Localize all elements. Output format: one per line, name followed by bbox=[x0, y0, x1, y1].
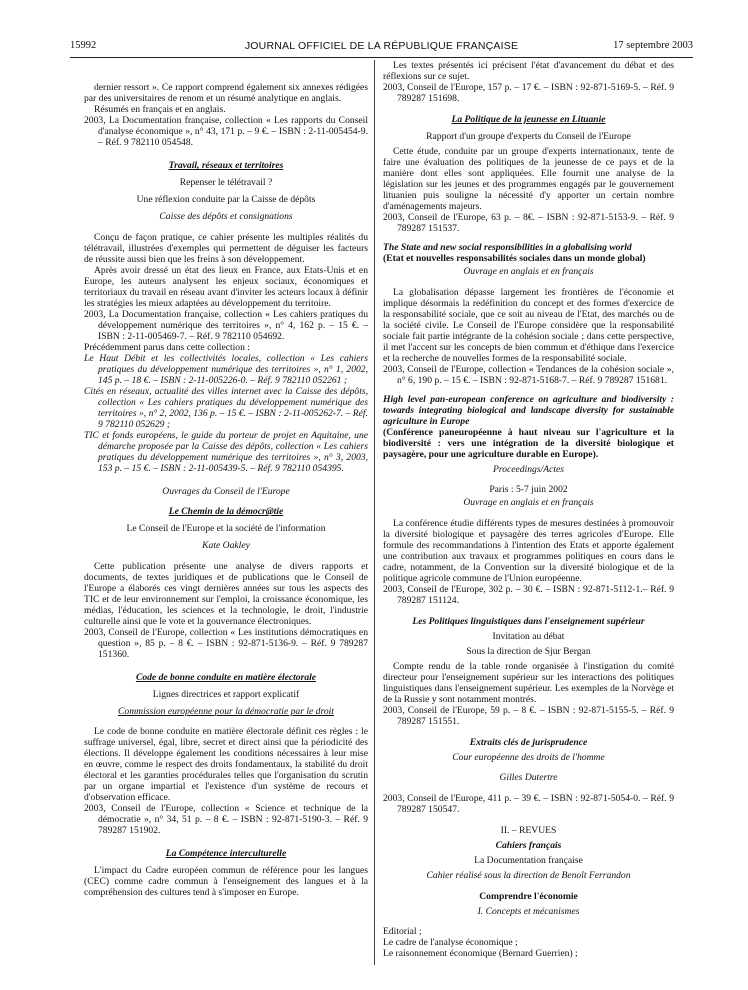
page-header bbox=[70, 38, 693, 56]
book-director: Sous la direction de Sjur Bergan bbox=[466, 645, 591, 657]
previous-publications-label: Précédemment parus dans cette collection : bbox=[84, 341, 250, 353]
book-summary: Le code de bonne conduite en matière électorale définit ces règles : le suffrage universel, égal, libre, secret et direct ainsi que la périodicité des élections. Il développe également les conditions nécessaires à leur mise en œuvre, comme le respect des droits fondamentaux, la stabilité du droit électoral et les garanties procédurales telles que l'organisation du scrutin par un organe impartial et l'existence d'un système de recours et d'observation efficace. bbox=[84, 726, 368, 804]
journal-title: JOURNAL OFFICIEL DE LA RÉPUBLIQUE FRANÇAISE bbox=[244, 40, 519, 52]
issue-part: I. Concepts et mécanismes bbox=[477, 905, 580, 917]
book-author: Caisse des dépôts et consignations bbox=[159, 211, 293, 222]
entry-reference: 2003, La Documentation française, collection « Les rapports du Conseil d'analyse économique », n° 43, 171 p. – 9 €. – ISBN : 2-11-005454-9. – Réf. 9 782110 054548. bbox=[84, 115, 368, 148]
contents-item: Le raisonnement économique (Bernard Guerrien) ; bbox=[383, 948, 578, 960]
column-divider bbox=[374, 60, 375, 965]
entry-continuation: Les textes présentés ici précisent l'état d'avancement du débat et des réflexions sur ce sujet. bbox=[383, 60, 674, 82]
book-title: Code de bonne conduite en matière électorale bbox=[135, 671, 317, 683]
book-title-translation: (Conférence paneuropéenne à haut niveau sur l'agriculture et la biodiversité : vers une intégration de la diversité biologique et paysagère, pour une agriculture durable en Europe). bbox=[383, 426, 674, 460]
book-reference: 2003, Conseil de l'Europe, collection « Les institutions démocratiques en question », 85 p. – 8 €. – ISBN : 92-871-5136-9. – Réf. 9 789287 151360. bbox=[84, 626, 368, 660]
book-summary: La globalisation dépasse largement les frontières de l'économie et implique désormais la redéfinition du concept et des formes d'exercice de la responsabilité sociale, que ce soit au niveau de l'Etat, des marchés ou de la société civile. Le Conseil de l'Europe considère que la responsabilité sociale fait partie intégrante de la cohésion sociale ; dans cette perspective, il met l'accent sur les concepts de bien commun et d'éthique dans l'exercice et la recherche de nouvelles formes de la responsabilité sociale. bbox=[383, 286, 674, 364]
book-summary: Conçu de façon pratique, ce cahier présente les multiples réalités du télétravail, illustrées d'exemples qui permettent de déguiser les facteurs de réussite aussi bien que les freins à son développement. bbox=[84, 231, 368, 265]
book-reference: 2003, La Documentation française, collection « Les cahiers pratiques du développement numérique des territoires », n° 4, 162 p. – 15 €. – ISBN : 2-11-005469-7. – Réf. 9 782110 054692. bbox=[84, 308, 368, 342]
review-publisher: La Documentation française bbox=[474, 854, 583, 866]
book-summary: Cette étude, conduite par un groupe d'experts internationaux, tente de faire une évaluation des politiques de la jeunesse de ce pays et de la manière dont elles sont appliquées. Elle fournit une analyse de la législation sur les jeunes et des programmes engagés par le gouvernement lituanien puis souligne la nécessité d'y apporter un certain nombre d'aménagements majeurs. bbox=[383, 146, 674, 212]
book-summary: La conférence étudie différents types de mesures destinées à promouvoir la diversité biologique et paysagère des terres agricoles d'Europe. Elle formule des recommandations à l'intention des Etats et apporte également une contribution aux travaux et programmes politiques en cours dans le cadre, notamment, de la Convention sur la diversité biologique et de la politique agricole commune de l'Union européenne. bbox=[383, 517, 674, 584]
book-summary: Après avoir dressé un état des lieux en France, aux Etats-Unis et en Europe, les auteurs analysent les enjeux sociaux, économiques et territoriaux du travail en réseau avant d'inviter les acteurs locaux à définir les stratégies les mieux adaptées au développement du territoire. bbox=[84, 264, 368, 309]
book-title: La Compétence interculturelle bbox=[165, 848, 287, 860]
book-reference: 2003, Conseil de l'Europe, 302 p. – 30 €. – ISBN : 92-871-5112-1.– Réf. 9 789287 151124. bbox=[383, 583, 674, 606]
section-heading: Ouvrages du Conseil de l'Europe bbox=[162, 485, 290, 497]
section-heading: II. – REVUES bbox=[500, 824, 557, 836]
book-title-translation: (Etat et nouvelles responsabilités sociales dans un monde global) bbox=[383, 253, 646, 264]
contents-item: Le cadre de l'analyse économique ; bbox=[383, 937, 518, 949]
book-reference: 2003, Conseil de l'Europe, 63 p. – 8€. – ISBN : 92-871-5153-9. – Réf. 9 789287 151537. bbox=[383, 212, 674, 234]
issue-date: 17 septembre 2003 bbox=[613, 40, 693, 51]
book-subtitle: Rapport d'un groupe d'experts du Conseil de l'Europe bbox=[426, 131, 631, 142]
section-title: Travail, réseaux et territoires bbox=[168, 160, 284, 171]
book-reference: 2003, Conseil de l'Europe, 411 p. – 39 €. – ISBN : 92-871-5054-0. – Réf. 9 789287 150547. bbox=[383, 792, 674, 815]
page-number: 15992 bbox=[70, 40, 97, 51]
book-summary: Cette publication présente une analyse de divers rapports et documents, de textes juridiques et de publications que le Conseil de l'Europe a élaborés ces vingt dernières années sur tous les aspects des TIC et de leur environnement sur l'emploi, la croissance économique, les médias, l'éducation, les sciences et la technologie, le droit, l'industrie culturelle ainsi que le vote et la gouvernance électroniques. bbox=[84, 560, 368, 627]
right-column bbox=[383, 60, 674, 959]
entry-continuation: dernier ressort ». Ce rapport comprend également six annexes rédigées par des universitaires de renom et un résumé analytique en anglais. bbox=[84, 82, 368, 104]
previous-publication: TIC et fonds européens, le guide du porteur de projet en Aquitaine, une démarche proposée par la Caisse des dépôts, collection « Les cahiers pratiques du développement numérique des territoires », n° 3, 2003, 153 p. – 15 €. – ISBN : 2-11-005439-5. – Réf. 9 782110 054395. bbox=[84, 429, 368, 474]
book-subtitle: Une réflexion conduite par la Caisse de dépôts bbox=[136, 194, 316, 205]
book-reference: 2003, Conseil de l'Europe, collection « Tendances de la cohésion sociale », n° 6, 190 p. – 15 €. – ISBN : 92-871-5168-7. – Réf. 9 789287 151681. bbox=[383, 363, 674, 386]
book-summary: Compte rendu de la table ronde organisée à l'instigation du comité directeur pour l'enseignement supérieur sur les interactions des politiques linguistiques dans l'enseignement supérieur. Les exemples de la Norvège et de la Russie y sont notamment montrés. bbox=[383, 660, 674, 705]
book-title: La Politique de la jeunesse en Lituanie bbox=[451, 114, 606, 125]
entry-continuation-note: Résumés en français et en anglais. bbox=[94, 104, 226, 115]
contents-item: Editorial ; bbox=[383, 926, 422, 938]
book-subtitle: Invitation au débat bbox=[492, 630, 565, 642]
review-director: Cahier réalisé sous la direction de Benoît Ferrandon bbox=[426, 869, 631, 881]
book-title: Extraits clés de jurisprudence bbox=[469, 736, 588, 748]
book-reference: 2003, Conseil de l'Europe, collection « Science et technique de la démocratie », n° 34, 51 p. – 8 €. – ISBN : 92-871-5190-3. – Réf. 9 789287 151902. bbox=[84, 803, 368, 837]
previous-publication: Cités en réseaux, actualité des villes internet avec la Caisse des dépôts, collection « Les cahiers pratiques du développement numérique des territoires », n° 2, 2002, 136 p. – 15 €. – ISBN : 2-11-005262-7. – Réf. 9 782110 052629 ; bbox=[84, 385, 368, 430]
book-author: Gilles Dutertre bbox=[499, 772, 558, 784]
book-title: Les Politiques linguistiques dans l'enseignement supérieur bbox=[412, 615, 645, 627]
header-rule bbox=[70, 57, 693, 58]
book-organization: Cour européenne des droits de l'homme bbox=[452, 751, 605, 763]
book-title: High level pan-european conference on agriculture and biodiversity : towards integrating biological and landscape diversity for sustainable agriculture in Europe bbox=[383, 393, 674, 427]
book-language: Ouvrage en anglais et en français bbox=[463, 266, 594, 277]
book-subtitle: Lignes directrices et rapport explicatif bbox=[152, 688, 300, 700]
previous-publication: Le Haut Débit et les collectivités locales, collection « Les cahiers pratiques du développement numérique des territoires », n° 1, 2002, 145 p. – 18 €. – ISBN : 2-11-005226-0. – Réf. 9 782110 052261 ; bbox=[84, 352, 368, 386]
book-subtitle: Le Conseil de l'Europe et la société de l'information bbox=[126, 523, 326, 535]
book-title: The State and new social responsibilities in a globalising world bbox=[383, 242, 632, 253]
issue-title: Comprendre l'économie bbox=[479, 890, 578, 902]
book-author: Commission européenne pour la démocratie par le droit bbox=[118, 705, 334, 717]
conference-place: Paris : 5-7 juin 2002 bbox=[489, 484, 568, 496]
left-column bbox=[84, 60, 368, 898]
book-title: Le Chemin de la démocr@tie bbox=[168, 506, 284, 518]
book-summary: L'impact du Cadre européen commun de référence pour les langues (CEC) comme cadre commun à l'enseignement des langues et à la compréhension des cultures tend à s'imposer en Europe. bbox=[84, 865, 368, 899]
review-title: Cahiers français bbox=[495, 839, 562, 851]
book-reference: 2003, Conseil de l'Europe, 59 p. – 8 €. – ISBN : 92-871-5155-5. – Réf. 9 789287 151551. bbox=[383, 704, 674, 727]
book-title: Repenser le télétravail ? bbox=[179, 177, 273, 188]
proceedings-label: Proceedings/Actes bbox=[492, 463, 565, 475]
book-author: Kate Oakley bbox=[202, 540, 250, 552]
entry-reference: 2003, Conseil de l'Europe, 157 p. – 17 €. – ISBN : 92-871-5169-5. – Réf. 9 789287 151698. bbox=[383, 82, 674, 104]
book-language: Ouvrage en anglais et en français bbox=[463, 497, 594, 509]
